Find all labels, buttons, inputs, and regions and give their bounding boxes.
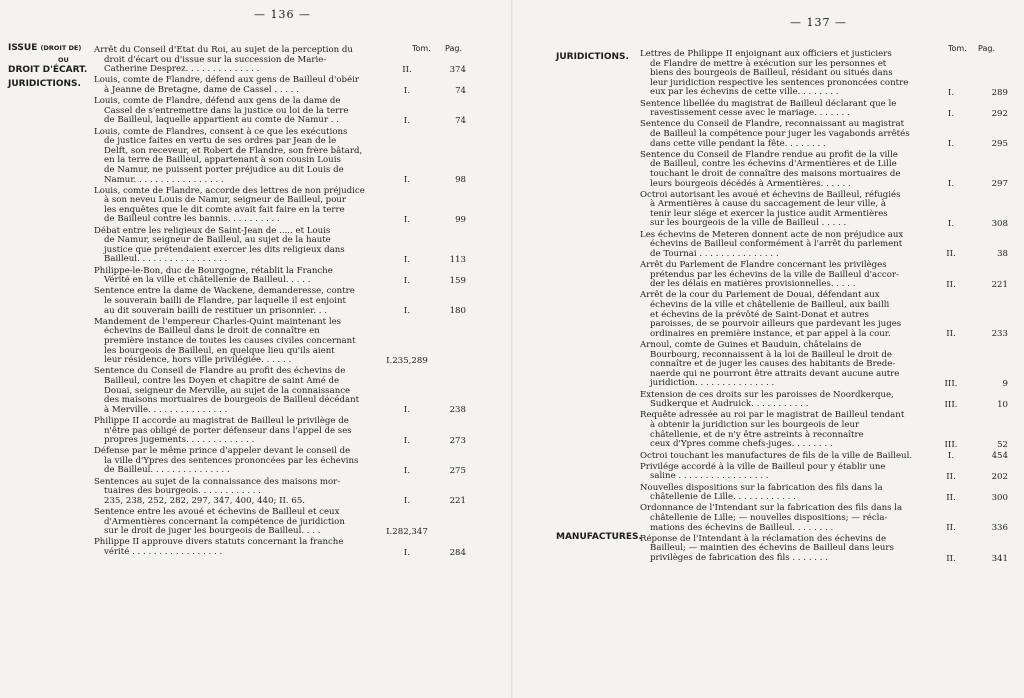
index-entry (94, 227, 466, 265)
entry-text (94, 508, 382, 537)
entry-line: Bailleul. . . . . . . . . . . . . . . . . (104, 254, 228, 265)
entry-tome: I. (947, 139, 955, 150)
entry-line: Débat entre les religieux de Saint-Jean de ..... et Louis (94, 225, 331, 236)
entry-line: Cassel de s'entremettre dans la justice ou loi de la terre (104, 105, 349, 116)
entry-line: Douai, seigneur de Merville, au sujet de la connaissance (104, 385, 351, 396)
index-entry (94, 128, 466, 186)
section-heading-manufactures: MANUFACTURES. (556, 532, 642, 542)
entry-tome: II. (946, 279, 956, 290)
index-entry (94, 447, 466, 476)
entry-line: et échevins de la prévôté de Saint-Donat et autres (650, 309, 869, 320)
entry-text (94, 46, 382, 75)
entry-page: 99 (455, 215, 466, 226)
index-entry (640, 100, 1008, 119)
index-entry (640, 451, 1008, 461)
entry-page: 238 (449, 405, 466, 416)
entry-page: 233 (991, 329, 1008, 340)
entry-line: droit d'écart ou d'issue sur la succession de Marie- (104, 54, 327, 65)
entry-line: Delft, son receveur, et Robert de Flandre, son frère bâtard, (104, 145, 363, 156)
entry-line: Privilége accordé à la ville de Bailleul pour y établir une (640, 461, 886, 472)
entry-page: 295 (991, 139, 1008, 150)
entry-tome: II. (946, 472, 956, 483)
entry-line: Arrêt du Conseil d'Etat du Roi, au sujet de la perception du (94, 45, 353, 55)
entry-text (94, 478, 382, 507)
entry-tome: III. (944, 399, 958, 410)
column-header-tom: Tom. (412, 44, 431, 53)
page-number: — 136 — (254, 8, 311, 21)
column-header-pag: Pag. (445, 44, 462, 53)
entry-page: 221 (449, 496, 466, 507)
entry-page: 38 (997, 249, 1008, 260)
entry-line: Extension de ces droits sur les paroisses de Noordkerque, (640, 389, 894, 400)
entry-tome: I. (403, 306, 411, 317)
entry-line: Nouvelles dispositions sur la fabrication des fils dans la (640, 482, 883, 493)
entry-line: eux par les échevins de cette ville. . . . . . . . (650, 87, 839, 98)
entry-page: 308 (991, 219, 1008, 230)
page-number: — 137 — (790, 16, 847, 29)
entry-line: d'Armentières concernant la compétence de juridiction (104, 516, 345, 527)
entry-text (640, 231, 928, 260)
entry-line: à obtenir la juridiction sur les bourgeois de leur (650, 419, 860, 430)
index-entry (640, 341, 1008, 389)
entry-text (94, 227, 382, 265)
entry-tome: III. (944, 378, 958, 389)
entry-text (640, 151, 928, 189)
entry-line: justice que prétendaient exercer les dits religieux dans (104, 244, 345, 255)
column-header-tom: Tom. (948, 44, 967, 53)
section-heading-ou: OU (58, 56, 69, 64)
entry-line: Philippe-le-Bon, duc de Bourgogne, rétablit la Franche (94, 265, 333, 276)
entry-line: Sentence du Conseil de Flandre, reconnaissant au magistrat (640, 119, 905, 130)
index-entry (94, 267, 466, 286)
entry-line: paroisses, de se pourvoir ailleurs que pardevant les juges (650, 319, 902, 330)
entry-line: la ville d'Ypres des sentences prononcées par les échevins (104, 455, 359, 466)
entry-page: 300 (991, 492, 1008, 503)
entry-text (640, 341, 928, 389)
entry-line: n'être pas obligé de porter défenseur dans l'appel de ses (104, 425, 352, 436)
entry-line: prétendus par les échevins de la ville de Bailleul d'accor- (650, 269, 899, 280)
entry-line: Sentence du Conseil de Flandre rendue au profit de la ville (640, 149, 898, 160)
entry-text (640, 535, 928, 564)
entry-line: Namur. . . . . . . . . . . . . . . . . (104, 174, 224, 185)
entry-line: Louis, comte de Flandre, défend aux gens de la dame de (94, 96, 341, 107)
entry-page: 9 (1002, 378, 1008, 389)
left-entry-list (94, 46, 466, 559)
entry-page: 292 (991, 108, 1008, 119)
entry-tome: III. (944, 439, 958, 450)
index-entry (640, 504, 1008, 533)
entry-page: 297 (991, 179, 1008, 190)
entry-line: échevins de la ville et châtellenie de Bailleul, aux bailli (650, 300, 890, 310)
entry-line: leurs bourgeois décédés à Armentières. . . . . . (650, 178, 851, 189)
entry-line: Réponse de l'Intendant à la réclamation des échevins de (640, 533, 887, 544)
entry-page: 284 (449, 547, 466, 558)
index-entry (640, 50, 1008, 98)
entry-line: 235, 238, 252, 282, 297, 347, 400, 440; II. 65. (104, 495, 306, 506)
index-entry (94, 97, 466, 126)
entry-tome: II. (946, 523, 956, 534)
entry-line: première instance de toutes les causes civiles concernant (104, 335, 356, 346)
entry-line: Arrêt de la cour du Parlement de Douai, défendant aux (640, 290, 880, 301)
entry-text (94, 187, 382, 225)
index-entry (640, 231, 1008, 260)
entry-line: vérité . . . . . . . . . . . . . . . . . (104, 547, 223, 557)
entry-line: propres jugements. . . . . . . . . . . . . (104, 435, 255, 446)
entry-line: naerde qui ne pourront être attraits devant aucune autre (650, 368, 900, 379)
entry-text (640, 291, 928, 339)
index-entry (640, 291, 1008, 339)
entry-page: 52 (997, 439, 1008, 450)
entry-line: le souverain bailli de Flandre, par laquelle il est enjoint (104, 296, 346, 306)
index-entry (94, 538, 466, 557)
entry-text (640, 411, 928, 449)
entry-tome: I. (947, 179, 955, 190)
entry-line: Sentence entre les avoué et échevins de Bailleul et ceux (94, 507, 340, 518)
entry-line: tuaires des bourgeois. . . . . . . . . . . . (104, 486, 261, 497)
entry-tome: I. (403, 466, 411, 477)
entry-text (640, 391, 928, 410)
entry-line: à Armentières à cause du saccagement de leur ville, à (650, 199, 887, 210)
entry-page: 10 (997, 399, 1008, 410)
index-entry (94, 478, 466, 507)
right-page (512, 0, 1024, 698)
entry-text (94, 318, 382, 366)
section-heading-droit-ecart: DROIT D'ÉCART. (8, 65, 88, 75)
entry-line: au dit souverain bailli de restituer un prisonnier. . . (104, 305, 327, 316)
entry-line: les enquêtes que le dit comte avait fait faire en la terre (104, 204, 345, 215)
entry-line: ordinaires en première instance, et par appel à la cour. (650, 328, 891, 339)
entry-text (640, 50, 928, 98)
entry-line: de Bailleul, contre les échevins d'Armentières et de Lille (650, 159, 897, 170)
entry-tome: I. (947, 219, 955, 230)
entry-tome: I. (403, 547, 411, 558)
entry-tome: I.282,347 (386, 526, 428, 537)
index-entry (640, 463, 1008, 482)
entry-page: 180 (449, 306, 466, 317)
entry-tome: II. (946, 553, 956, 564)
entry-line: Sentence libellée du magistrat de Bailleul déclarant que le (640, 98, 897, 109)
entry-line: en la terre de Bailleul, appartenant à son cousin Louis (104, 155, 341, 166)
entry-text (640, 504, 928, 533)
right-entry-list (640, 50, 1008, 565)
entry-text (94, 97, 382, 126)
entry-line: der les délais en matières provisionnelles. . . . . (650, 279, 856, 290)
entry-page: 336 (991, 523, 1008, 534)
entry-line: de Namur, ne puissent porter préjudice au dit Louis de (104, 164, 344, 175)
entry-line: Mandement de l'empereur Charles-Quint maintenant les (94, 316, 342, 327)
entry-line: Les échevins de Meteren donnent acte de non préjudice aux (640, 229, 904, 240)
index-entry (94, 187, 466, 225)
entry-line: Bailleul; — maintien des échevins de Bailleul dans leurs (650, 543, 894, 554)
entry-tome: I.235,289 (386, 355, 428, 366)
entry-line: Louis, comte de Flandres, consent à ce que les exécutions (94, 126, 348, 137)
entry-line: à son neveu Louis de Namur, seigneur de Bailleul, pour (104, 195, 347, 206)
index-entry (640, 261, 1008, 290)
entry-line: de Tournai . . . . . . . . . . . . . . . (650, 248, 779, 259)
entry-line: sur le droit de juger les bourgeois de Bailleul. . . . (104, 526, 321, 537)
entry-line: Sentence du Conseil de Flandre au profit des échevins de (94, 366, 346, 377)
entry-text (640, 261, 928, 290)
column-header-pag: Pag. (978, 44, 995, 53)
section-heading-juridictions: JURIDICTIONS. (8, 79, 81, 89)
entry-line: châtellenie, et de n'y être astreints à reconnaître (650, 429, 864, 440)
entry-line: Bourbourg, reconnaissent à la loi de Bailleul le droit de (650, 349, 892, 360)
section-heading-juridictions: JURIDICTIONS. (556, 52, 629, 62)
entry-line: échevins de Bailleul dans le droit de connaître en (104, 326, 320, 337)
entry-text (640, 452, 928, 462)
entry-line: Octroi touchant les manufactures de fils de la ville de Bailleul. (640, 450, 913, 461)
entry-line: Requête adressée au roi par le magistrat de Bailleul tendant (640, 410, 905, 421)
entry-line: les bourgeois de Bailleul, en quelque lieu qu'ils aient (104, 345, 335, 356)
entry-line: ceux d'Ypres comme chefs-juges. . . . . . . . (650, 439, 833, 450)
entry-text (640, 100, 928, 119)
entry-page: 275 (449, 466, 466, 477)
entry-page: 273 (449, 435, 466, 446)
entry-line: châtellenie de Lille. . . . . . . . . . . . (650, 492, 796, 503)
entry-text (94, 76, 382, 95)
entry-line: saline . . . . . . . . . . . . . . . . . (650, 471, 769, 482)
entry-text (94, 538, 382, 557)
entry-text (94, 267, 382, 286)
entry-line: Louis, comte de Flandre, défend aux gens de Bailleul d'obéir (94, 75, 359, 86)
entry-tome: II. (946, 492, 956, 503)
entry-line: de Bailleul la compétence pour juger les vagabonds arrêtés (650, 128, 910, 139)
entry-line: de justice faites en vertu de ses ordres par Jean de le (104, 136, 337, 147)
index-entry (94, 76, 466, 95)
entry-tome: I. (403, 275, 411, 286)
entry-tome: I. (403, 115, 411, 126)
entry-page: 74 (455, 115, 466, 126)
entry-line: Sentence entre la dame de Wackene, demanderesse, contre (94, 286, 355, 297)
entry-tome: II. (946, 329, 956, 340)
entry-line: échevins de Bailleul conformément à l'arrêt du parlement (650, 239, 903, 250)
entry-tome: I. (403, 85, 411, 96)
entry-page: 374 (449, 64, 466, 75)
entry-tome: II. (946, 249, 956, 260)
entry-line: sur les bourgeois de la ville de Bailleul . . . . . (650, 218, 847, 229)
index-entry (640, 535, 1008, 564)
entry-line: des maisons mortuaires de bourgeois de Bailleul décédant (104, 395, 360, 406)
entry-line: connaître et de juger les causes des habitants de Brede- (650, 359, 896, 370)
entry-text (94, 417, 382, 446)
entry-line: Sentences au sujet de la connaissance des maisons mor- (94, 476, 341, 487)
entry-line: Défense par le même prince d'appeler devant le conseil de (94, 446, 351, 457)
entry-tome: I. (947, 108, 955, 119)
entry-line: de Bailleul, laquelle appartient au comte de Namur . . (104, 115, 339, 126)
entry-text (640, 191, 928, 229)
entry-line: Vérité en la ville et châtellenie de Bailleul. . . . . (104, 275, 311, 286)
entry-text (94, 287, 382, 316)
entry-tome: I. (403, 496, 411, 507)
entry-line: Ordonnance de l'Intendant sur la fabrication des fils dans la (640, 503, 903, 514)
index-entry (640, 391, 1008, 410)
entry-page: 202 (991, 472, 1008, 483)
entry-line: juridiction. . . . . . . . . . . . . . . (650, 378, 775, 389)
entry-line: touchant le droit de connaître des maisons mortuaires de (650, 168, 901, 179)
entry-line: Arnoul, comte de Guines et Bauduin, châtelains de (640, 339, 862, 350)
entry-line: Sudkerque et Audruick. . . . . . . . . . . (650, 399, 809, 410)
entry-line: de Bailleul contre les bannis. . . . . . . . . . (104, 214, 280, 225)
entry-line: Philippe II approuve divers statuts concernant la franche (94, 537, 344, 548)
entry-tome: I. (403, 175, 411, 186)
entry-tome: II. (402, 64, 412, 75)
entry-line: tenir leur siége et exercer la justice audit Armentières (650, 208, 888, 219)
index-entry (640, 411, 1008, 449)
entry-line: Bailleul, contre les Doyen et chapitre de saint Amé de (104, 375, 340, 386)
index-entry (94, 508, 466, 537)
entry-line: dans cette ville pendant la fête. . . . . . . . (650, 138, 826, 149)
entry-tome: I. (403, 405, 411, 416)
entry-text (640, 484, 928, 503)
entry-line: ravestissement cesse avec le mariage. . . . . . . (650, 108, 850, 119)
index-entry (94, 417, 466, 446)
entry-line: Louis, comte de Flandre, accorde des lettres de non préjudice (94, 185, 365, 196)
entry-line: Catherine Desprez. . . . . . . . . . . . . . (104, 64, 260, 75)
entry-line: Lettres de Philippe II enjoignant aux officiers et justiciers (640, 49, 892, 59)
entry-line: leur résidence, hors ville privilégiée. . . . . . (104, 355, 292, 366)
entry-line: de Flandre de mettre à exécution sur les personnes et (650, 58, 887, 69)
entry-tome: I. (403, 255, 411, 266)
entry-line: à Jeanne de Bretagne, dame de Cassel . . . . . (104, 84, 299, 95)
section-heading-issue: ISSUE (DROIT DE) (8, 43, 82, 53)
entry-page: 74 (455, 85, 466, 96)
entry-line: à Merville. . . . . . . . . . . . . . . (104, 404, 228, 415)
entry-text (640, 463, 928, 482)
index-entry (94, 367, 466, 415)
entry-page: 341 (991, 553, 1008, 564)
entry-line: Octroi autorisant les avoué et échevins de Bailleul, réfugiés (640, 189, 901, 200)
index-entry (640, 484, 1008, 503)
entry-page: 289 (991, 87, 1008, 98)
index-entry (640, 151, 1008, 189)
entry-line: de Namur, seigneur de Bailleul, au sujet de la haute (104, 235, 331, 246)
entry-page: 159 (449, 275, 466, 286)
entry-text (94, 447, 382, 476)
entry-tome: I. (947, 87, 955, 98)
entry-text (94, 367, 382, 415)
index-entry (94, 46, 466, 75)
entry-line: leur juridiction respective les sentences prononcées contre (650, 77, 909, 88)
index-entry (640, 191, 1008, 229)
index-entry (94, 318, 466, 366)
entry-page: 221 (991, 279, 1008, 290)
entry-line: Arrêt du Parlement de Flandre concernant les privilèges (640, 260, 887, 271)
entry-line: mations des échevins de Bailleul. . . . . . . . (650, 522, 834, 533)
entry-line: biens des bourgeois de Bailleul, résidant ou situés dans (650, 68, 893, 79)
entry-page: 98 (455, 175, 466, 186)
entry-page: 454 (991, 451, 1008, 462)
entry-page: 113 (449, 255, 466, 266)
entry-line: de Bailleul. . . . . . . . . . . . . . . (104, 465, 230, 476)
entry-line: privilèges de fabrication des fils . . . . . . . (650, 553, 828, 563)
index-entry (94, 287, 466, 316)
entry-text (94, 128, 382, 186)
entry-line: Philippe II accorde au magistrat de Bailleul le privilège de (94, 415, 349, 426)
entry-line: châtellenie de Lille; — nouvelles dispositions; — récla- (650, 513, 888, 524)
entry-text (640, 120, 928, 149)
entry-tome: I. (403, 435, 411, 446)
index-entry (640, 120, 1008, 149)
entry-tome: I. (403, 215, 411, 226)
entry-tome: I. (947, 451, 955, 462)
